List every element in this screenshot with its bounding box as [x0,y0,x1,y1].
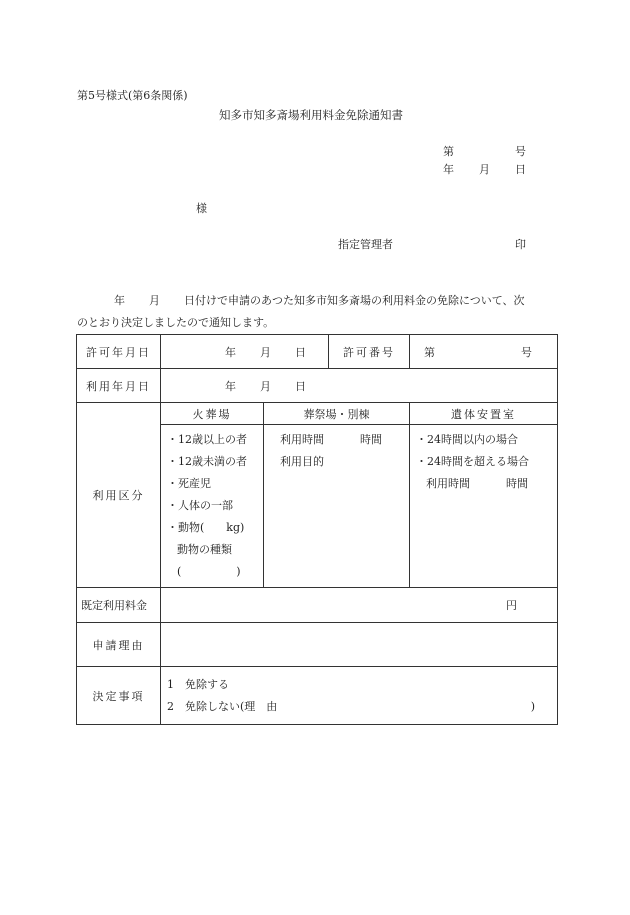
morgue-header: 遺体安置室 [410,403,558,425]
animal-type-label: 動物の種類 [177,543,232,556]
seal-mark: 印 [515,238,526,251]
cremation-option-under-12[interactable]: ・12歳未満の者 [167,455,247,468]
cremation-option-body-part[interactable]: ・人体の一部 [167,499,233,512]
body-text-line1: 日付けで申請のあつた知多市知多斎場の利用料金の免除について、次 [184,294,525,307]
fee-field[interactable] [161,588,558,623]
decision-label: 決定事項 [77,667,161,725]
fee-row [77,588,558,623]
funeral-use-time-label: 利用時間 [280,433,324,446]
form-number: 第5号様式(第6条関係) [77,89,188,102]
permit-date-month: 月 [260,345,271,359]
use-date-field[interactable] [161,369,558,403]
cremation-option-stillborn[interactable]: ・死産児 [167,477,211,490]
reason-row [77,623,558,667]
cremation-header: 火葬場 [161,403,264,425]
use-date-month: 月 [260,379,271,393]
use-date-row [77,369,558,403]
animal-type-field[interactable]: ( ) [177,565,241,578]
funeral-hall-header: 葬祭場・別棟 [264,403,410,425]
permit-number-label: 許可番号 [329,335,410,369]
decision-row [77,667,558,725]
body-paragraph [77,290,557,334]
cremation-option-over-12[interactable]: ・12歳以上の者 [167,433,247,446]
body-text-line2: のとおり決定しましたので通知します。 [77,316,275,329]
permit-date-field[interactable] [161,335,329,369]
category-label: 利用区分 [77,403,161,588]
fee-label: 既定利用料金 [77,588,161,623]
use-date-label: 利用年月日 [77,369,161,403]
cremation-options[interactable] [161,425,264,588]
decision-option-not-exempt[interactable] [167,696,557,718]
use-date-day: 日 [295,379,306,393]
permit-number-field[interactable] [410,335,558,369]
notice-date-month: 月 [479,163,490,176]
morgue-hour-unit: 時間 [506,477,528,490]
permit-number-suffix: 号 [521,345,532,359]
permit-date-label: 許可年月日 [77,335,161,369]
decision-field[interactable] [161,667,558,725]
decision-option-exempt[interactable]: 1 免除する [167,677,229,691]
permit-number-prefix: 第 [424,345,435,359]
morgue-option-within-24h[interactable]: ・24時間以内の場合 [416,433,518,446]
decision-option-not-exempt-text: 2 免除しない(理 由 [167,699,278,713]
fee-unit: 円 [506,599,517,612]
body-month: 月 [149,294,160,307]
morgue-option-over-24h[interactable]: ・24時間を超える場合 [416,455,529,468]
decision-reason-close: ) [530,699,535,713]
use-date-year: 年 [225,379,236,393]
addressee-suffix: 様 [196,202,207,215]
morgue-options[interactable] [410,425,558,588]
permit-date-day: 日 [295,345,306,359]
funeral-hall-details[interactable] [264,425,410,588]
funeral-hour-unit: 時間 [360,433,382,446]
morgue-use-time-label: 利用時間 [426,477,470,490]
notice-number-suffix: 号 [515,145,526,158]
reason-label: 申請理由 [77,623,161,667]
cremation-option-animal[interactable]: ・動物( kg) [167,521,245,534]
permit-date-row [77,335,558,369]
notice-date-day: 日 [515,163,526,176]
reason-field[interactable] [161,623,558,667]
sender-label: 指定管理者 [338,238,393,251]
document-title: 知多市知多斎場利用料金免除通知書 [219,108,403,122]
funeral-purpose-label: 利用目的 [280,455,324,468]
permit-date-year: 年 [225,345,236,359]
exemption-table [76,334,558,725]
category-header-row [77,403,558,425]
notice-number-label: 第 [443,145,454,158]
body-year: 年 [114,294,125,307]
notice-date-year: 年 [443,163,454,176]
